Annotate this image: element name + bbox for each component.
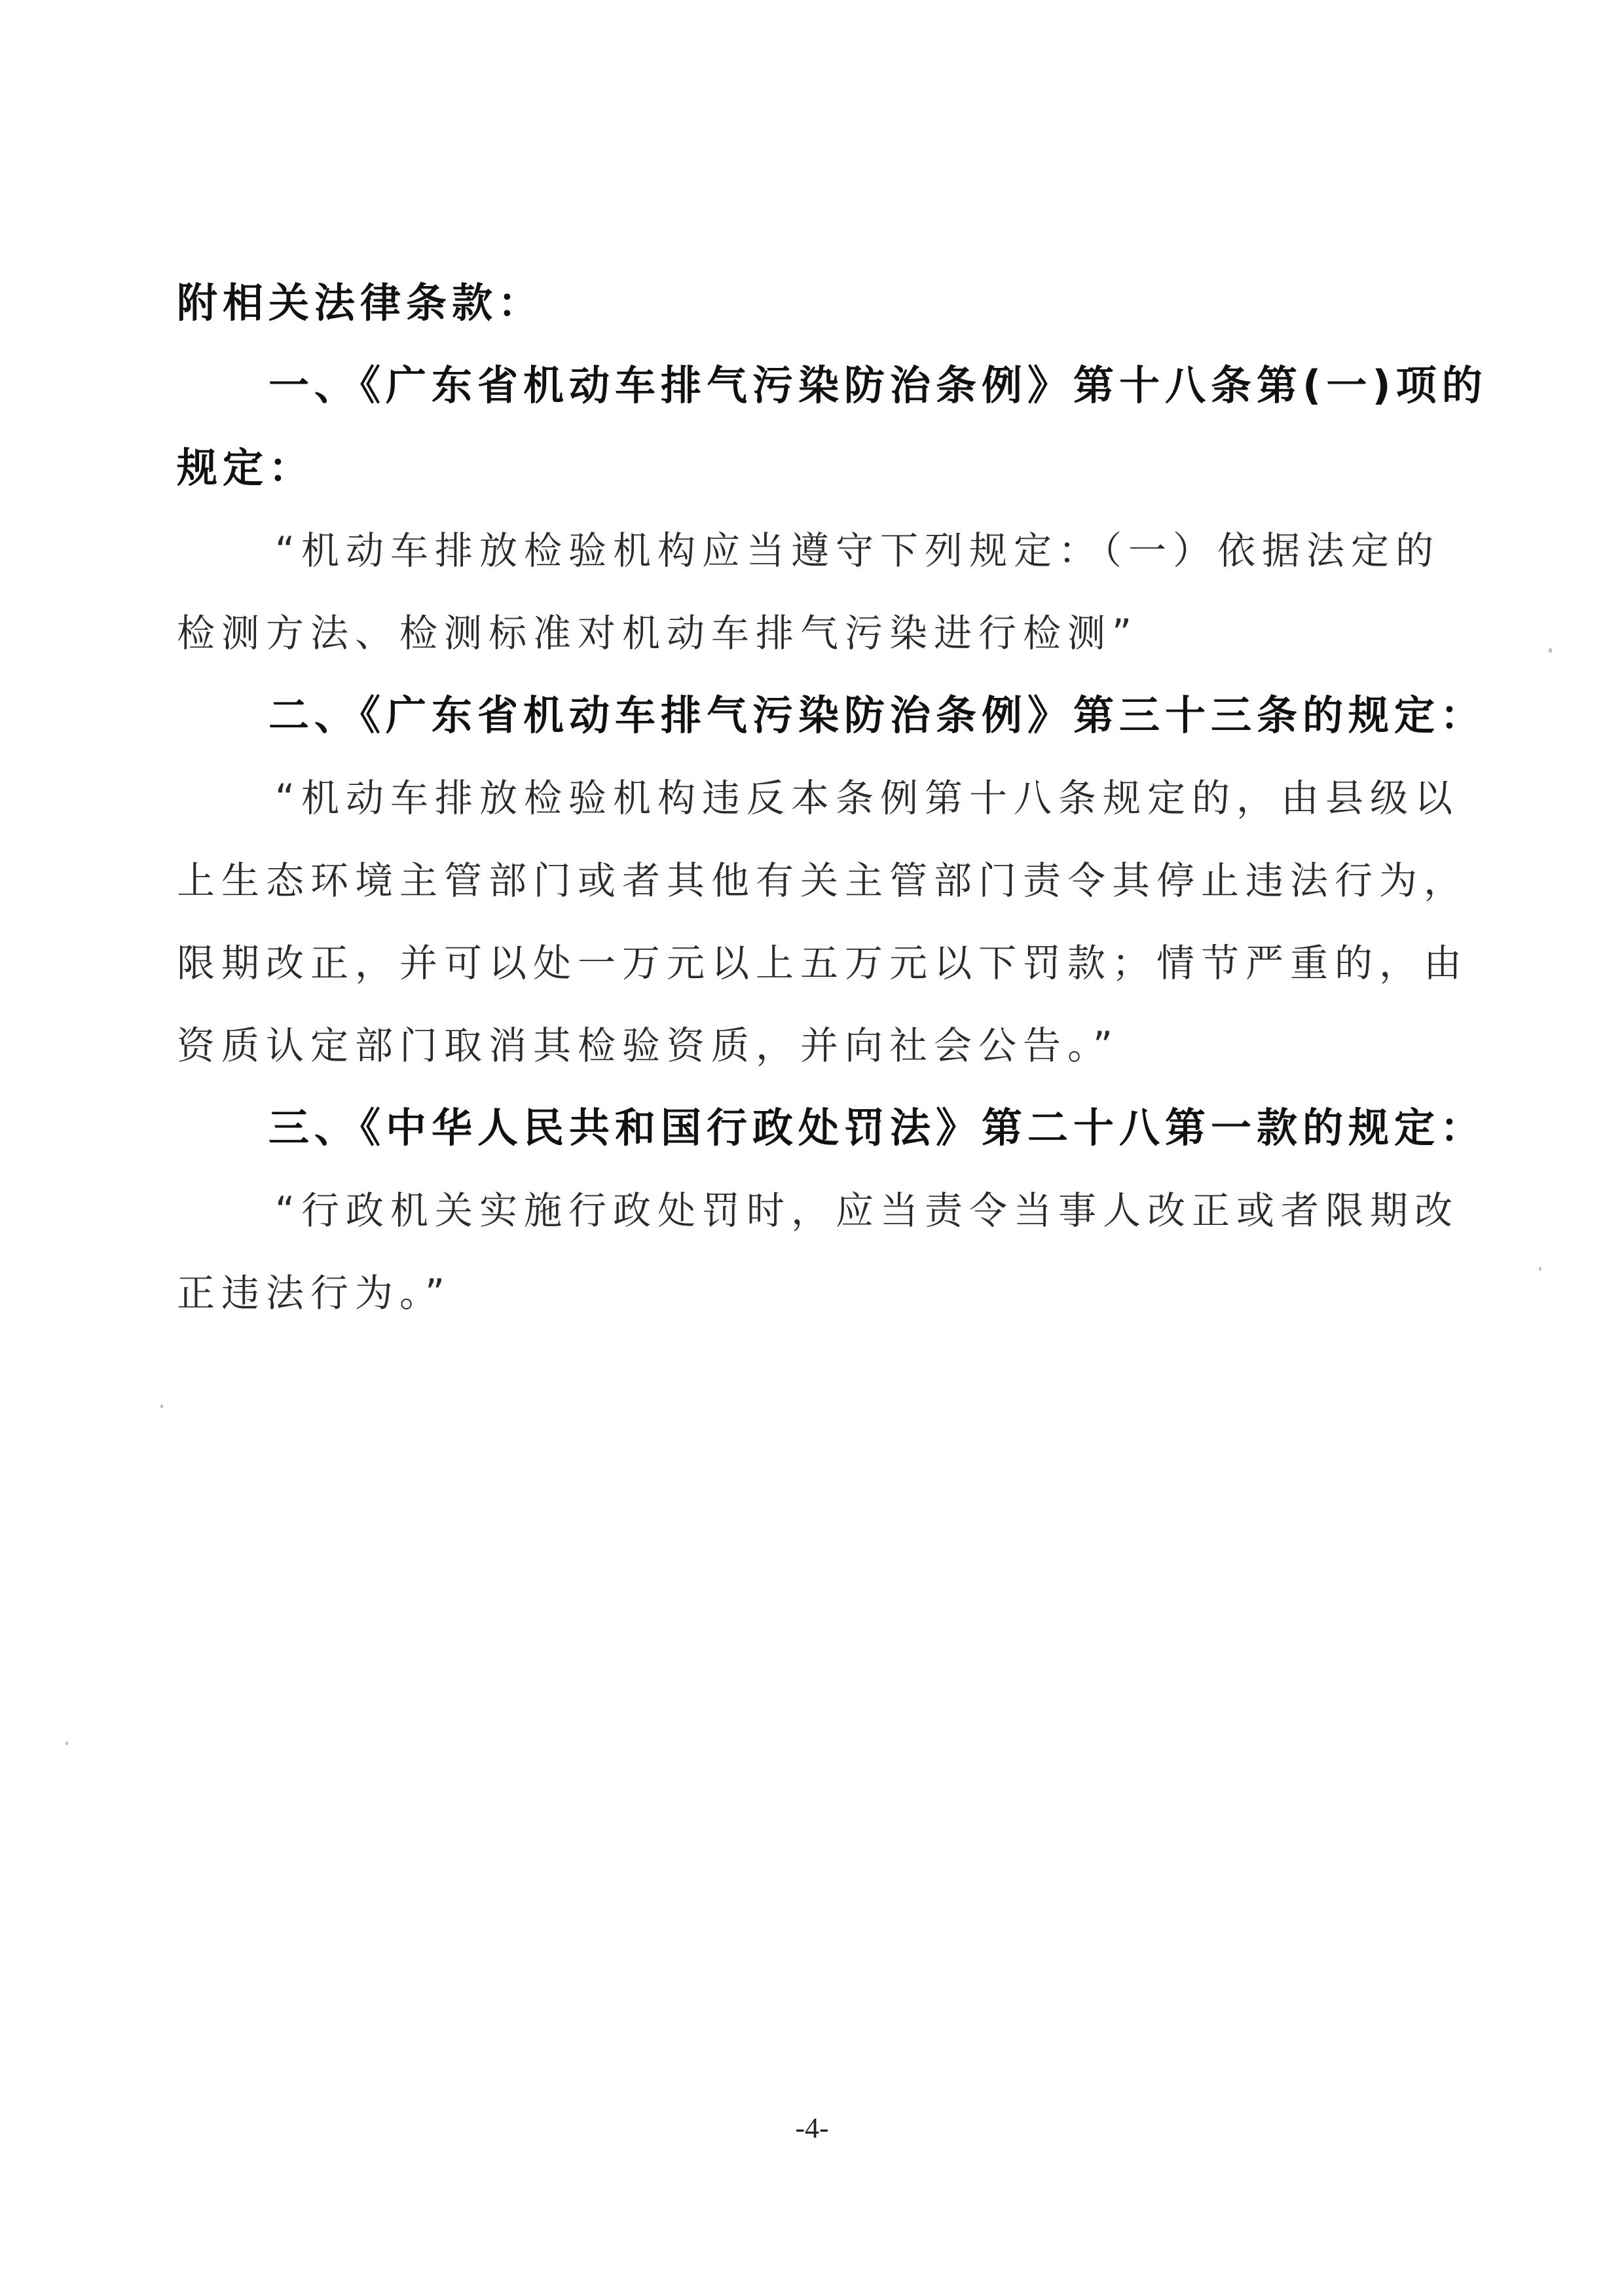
scan-speck xyxy=(65,1741,68,1745)
section-1-title-line-1: 一、《广东省机动车排气污染防治条例》第十八条第(一)项的 xyxy=(268,361,1488,409)
section-2-title: 二、《广东省机动车排气污染防治条例》第三十三条的规定： xyxy=(268,691,1486,739)
section-1-quote-line-1: “机动车排放检验机构应当遵守下列规定：（一）依据法定的 xyxy=(275,528,1441,573)
section-3-title: 三、《中华人民共和国行政处罚法》第二十八第一款的规定： xyxy=(268,1104,1486,1152)
section-3-quote-line-1: “行政机关实施行政处罚时，应当责令当事人改正或者限期改 xyxy=(275,1188,1460,1233)
section-3-quote-line-2: 正违法行为。” xyxy=(177,1271,452,1315)
section-1-quote-line-2: 检测方法、检测标准对机动车排气污染进行检测” xyxy=(177,611,1139,655)
scan-speck xyxy=(1549,648,1552,653)
section-2-quote-line-1: “机动车排放检验机构违反本条例第十八条规定的，由县级以 xyxy=(275,776,1460,820)
section-2-quote-line-2: 上生态环境主管部门或者其他有关主管部门责令其停止违法行为， xyxy=(177,858,1469,903)
attachment-heading: 附相关法律条款： xyxy=(177,279,544,327)
section-2-quote-line-3: 限期改正，并可以处一万元以上五万元以下罚款；情节严重的，由 xyxy=(177,941,1469,985)
scan-speck xyxy=(1539,1267,1541,1271)
document-body xyxy=(177,262,1488,1334)
section-1-title-line-2: 规定： xyxy=(177,444,315,492)
section-2-quote-line-4: 资质认定部门取消其检验资质，并向社会公告。” xyxy=(177,1023,1120,1068)
page-number: -4- xyxy=(795,2112,829,2144)
scan-speck xyxy=(160,1404,163,1408)
